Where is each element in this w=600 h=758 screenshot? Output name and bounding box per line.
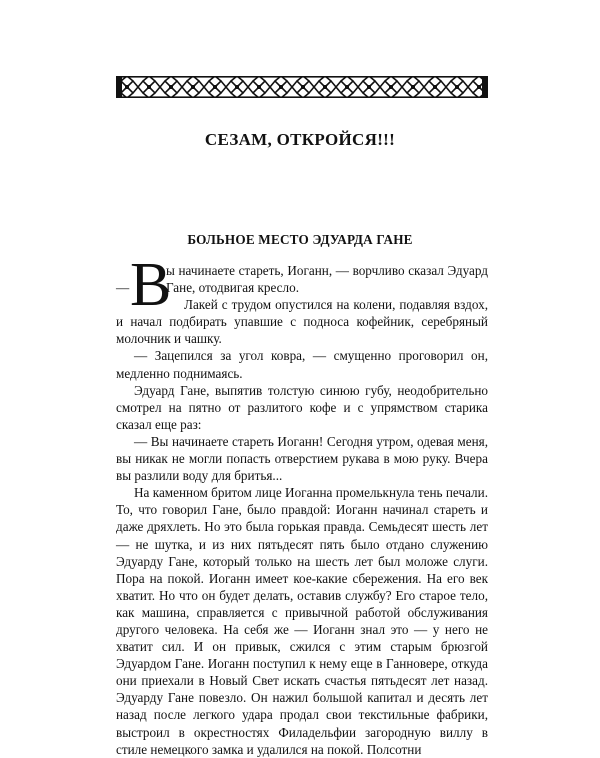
paragraph-text: ы начинаете стареть, Иоганн, — ворчливо сказал Эдуард Гане, отодвигая кресло. <box>166 263 488 296</box>
paragraph-5: — Вы начинаете стареть Иоганн! Сегодня утром, одевая меня, вы никак не могли попасть отверстием рукава в мою руку. Вчера вы разлили воду для бритья... <box>116 433 488 484</box>
ornamental-border <box>116 76 488 98</box>
chapter-title: СЕЗАМ, ОТКРОЙСЯ!!! <box>204 130 396 149</box>
paragraph-6: На каменном бритом лице Иоганна промелькнула тень печали. То, что говорил Гане, было правдой: Иоганн начинал стареть и даже дряхлеть. Но это была горькая правда. Семьдесят шесть лет — не шутка, и из них пятьдесят пять было отдано служению Эдуарду Гане, который только на шесть лет был моложе слуги. Пора на покой. Иоганн имеет кое-какие сбережения. На его век хватит. Но что он будет делать, оставив службу? Его старое тело, как машина, справляется с привычной работой обслуживания другого человека. На себя же — Иоганн знал это — у него не хватит сил. И он привык, сжился с этим старым брюзгой Эдуардом Гане. Иоганн поступил к нему еще в Ганновере, откуда они приехали в Новый Свет искать счастья пятьдесят лет назад. Эдуарду Гане повезло. Он нажил большой капитал и десять лет назад после легкого удара продал свои текстильные фабрики, выстроил в окрестностях Филадельфии загородную виллу в стиле немецкого замка и удалился на покой. Полсотни <box>116 485 488 757</box>
paragraph-3: — Зацепился за угол ковра, — смущенно проговорил он, медленно поднимаясь. <box>116 348 488 381</box>
dialogue-dash: — <box>116 280 130 295</box>
section-title: БОЛЬНОЕ МЕСТО ЭДУАРДА ГАНЕ <box>187 232 413 247</box>
paragraph-2: Лакей с трудом опустился на колени, подавляя вздох, и начал подбирать упавшие с подноса кофейник, серебряный молочник и чашку. <box>116 297 488 347</box>
drop-cap-letter: В <box>130 251 172 319</box>
drop-cap-block <box>116 251 172 319</box>
paragraph-1 <box>116 251 488 319</box>
body-text <box>116 251 488 758</box>
paragraph-4: Эдуард Гане, выпятив толстую синюю губу, неодобрительно смотрел на пятно от разлитого кофе и с упрямством старика сказал еще раз: <box>116 382 488 432</box>
